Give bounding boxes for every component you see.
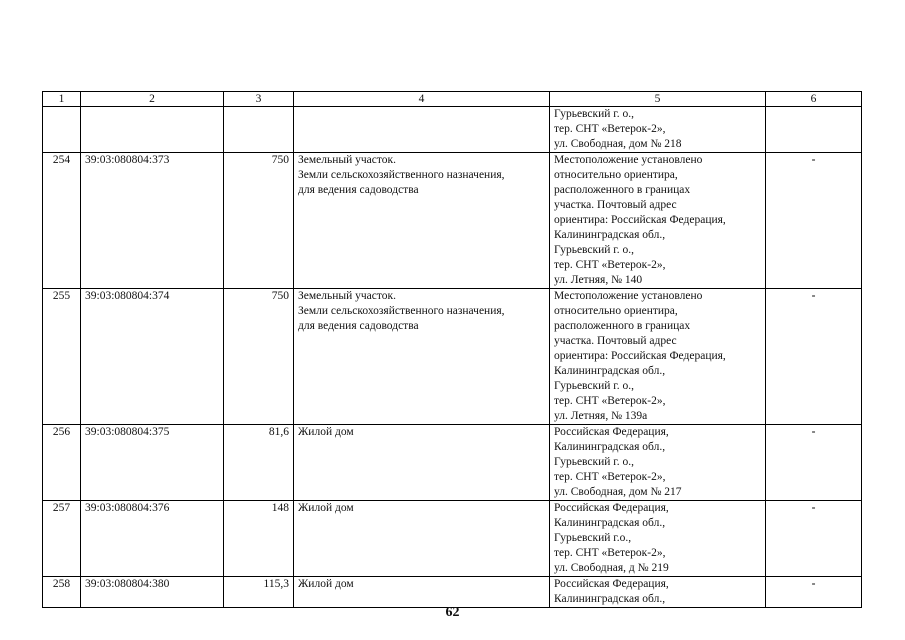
location-cell (550, 153, 766, 289)
description-cell-line: Жилой дом (298, 426, 354, 438)
location-cell-line: Местоположение установлено (554, 154, 703, 166)
location-cell-line: ул. Летняя, № 139а (554, 410, 648, 422)
location-cell-line: Калининградская обл., (554, 365, 666, 377)
header-row (43, 92, 862, 107)
location-cell-line: Гурьевский г. о., (554, 380, 634, 392)
location-cell-line: тер. СНТ «Ветерок-2», (554, 471, 666, 483)
cadastral-number-cell: 39:03:080804:375 (81, 425, 224, 501)
location-cell (550, 107, 766, 153)
area-cell: 750 (224, 153, 294, 289)
location-cell-line: Российская Федерация, (554, 426, 669, 438)
description-cell (294, 289, 550, 425)
location-cell-line: относительно ориентира, (554, 169, 678, 181)
location-cell (550, 289, 766, 425)
description-cell-line: Земельный участок. (298, 154, 396, 166)
note-cell: - (766, 577, 862, 608)
location-cell-line: ул. Свободная, д № 219 (554, 562, 669, 574)
location-cell-line: расположенного в границах (554, 184, 691, 196)
location-cell (550, 501, 766, 577)
table-row (43, 289, 862, 425)
table-row (43, 153, 862, 289)
area-cell (224, 107, 294, 153)
location-cell-line: расположенного в границах (554, 320, 691, 332)
location-cell-line: ориентира: Российская Федерация, (554, 214, 726, 226)
description-cell-line: для ведения садоводства (298, 184, 419, 196)
location-cell-line: Гурьевский г.о., (554, 532, 632, 544)
table-row (43, 107, 862, 153)
row-number-cell: 256 (43, 425, 81, 501)
table-header (43, 92, 862, 107)
registry-table (42, 91, 862, 608)
row-number-cell (43, 107, 81, 153)
header-col-4: 4 (294, 92, 550, 107)
cadastral-number-cell: 39:03:080804:376 (81, 501, 224, 577)
location-cell-line: Гурьевский г. о., (554, 108, 634, 120)
location-cell-line: относительно ориентира, (554, 305, 678, 317)
location-cell-line: тер. СНТ «Ветерок-2», (554, 123, 666, 135)
area-cell: 750 (224, 289, 294, 425)
location-cell-line: Гурьевский г. о., (554, 244, 634, 256)
cadastral-number-cell: 39:03:080804:374 (81, 289, 224, 425)
table-row (43, 425, 862, 501)
location-cell-line: Гурьевский г. о., (554, 456, 634, 468)
header-col-5: 5 (550, 92, 766, 107)
row-number-cell: 258 (43, 577, 81, 608)
location-cell-line: ул. Летняя, № 140 (554, 274, 643, 286)
description-cell (294, 153, 550, 289)
page-number: 62 (445, 605, 460, 620)
note-cell: - (766, 425, 862, 501)
location-cell-line: тер. СНТ «Ветерок-2», (554, 547, 666, 559)
location-cell-line: участка. Почтовый адрес (554, 199, 677, 211)
location-cell-line: Российская Федерация, (554, 578, 669, 590)
description-cell-line: Жилой дом (298, 502, 354, 514)
description-cell-line: Жилой дом (298, 578, 354, 590)
location-cell-line: тер. СНТ «Ветерок-2», (554, 259, 666, 271)
description-cell (294, 107, 550, 153)
note-cell: - (766, 289, 862, 425)
cadastral-number-cell: 39:03:080804:373 (81, 153, 224, 289)
table-row (43, 501, 862, 577)
location-cell-line: Российская Федерация, (554, 502, 669, 514)
description-cell-line: для ведения садоводства (298, 320, 419, 332)
note-cell: - (766, 501, 862, 577)
row-number-cell: 257 (43, 501, 81, 577)
note-cell: - (766, 153, 862, 289)
header-col-2: 2 (81, 92, 224, 107)
description-cell-line: Земельный участок. (298, 290, 396, 302)
location-cell-line: тер. СНТ «Ветерок-2», (554, 395, 666, 407)
row-number-cell: 254 (43, 153, 81, 289)
table-body (43, 107, 862, 608)
location-cell-line: ул. Свободная, дом № 218 (554, 138, 682, 150)
header-col-3: 3 (224, 92, 294, 107)
location-cell-line: Калининградская обл., (554, 517, 666, 529)
location-cell (550, 577, 766, 608)
cadastral-number-cell: 39:03:080804:380 (81, 577, 224, 608)
description-cell (294, 425, 550, 501)
header-col-6: 6 (766, 92, 862, 107)
cadastral-number-cell (81, 107, 224, 153)
note-cell (766, 107, 862, 153)
location-cell-line: ориентира: Российская Федерация, (554, 350, 726, 362)
description-cell-line: Земли сельскохозяйственного назначения, (298, 305, 505, 317)
area-cell: 148 (224, 501, 294, 577)
location-cell (550, 425, 766, 501)
location-cell-line: ул. Свободная, дом № 217 (554, 486, 682, 498)
location-cell-line: Калининградская обл., (554, 229, 666, 241)
location-cell-line: Местоположение установлено (554, 290, 703, 302)
description-cell (294, 577, 550, 608)
description-cell-line: Земли сельскохозяйственного назначения, (298, 169, 505, 181)
location-cell-line: Калининградская обл., (554, 441, 666, 453)
description-cell (294, 501, 550, 577)
area-cell: 81,6 (224, 425, 294, 501)
area-cell: 115,3 (224, 577, 294, 608)
header-col-1: 1 (43, 92, 81, 107)
row-number-cell: 255 (43, 289, 81, 425)
table-row (43, 577, 862, 608)
location-cell-line: участка. Почтовый адрес (554, 335, 677, 347)
location-cell-line: Калининградская обл., (554, 593, 666, 605)
